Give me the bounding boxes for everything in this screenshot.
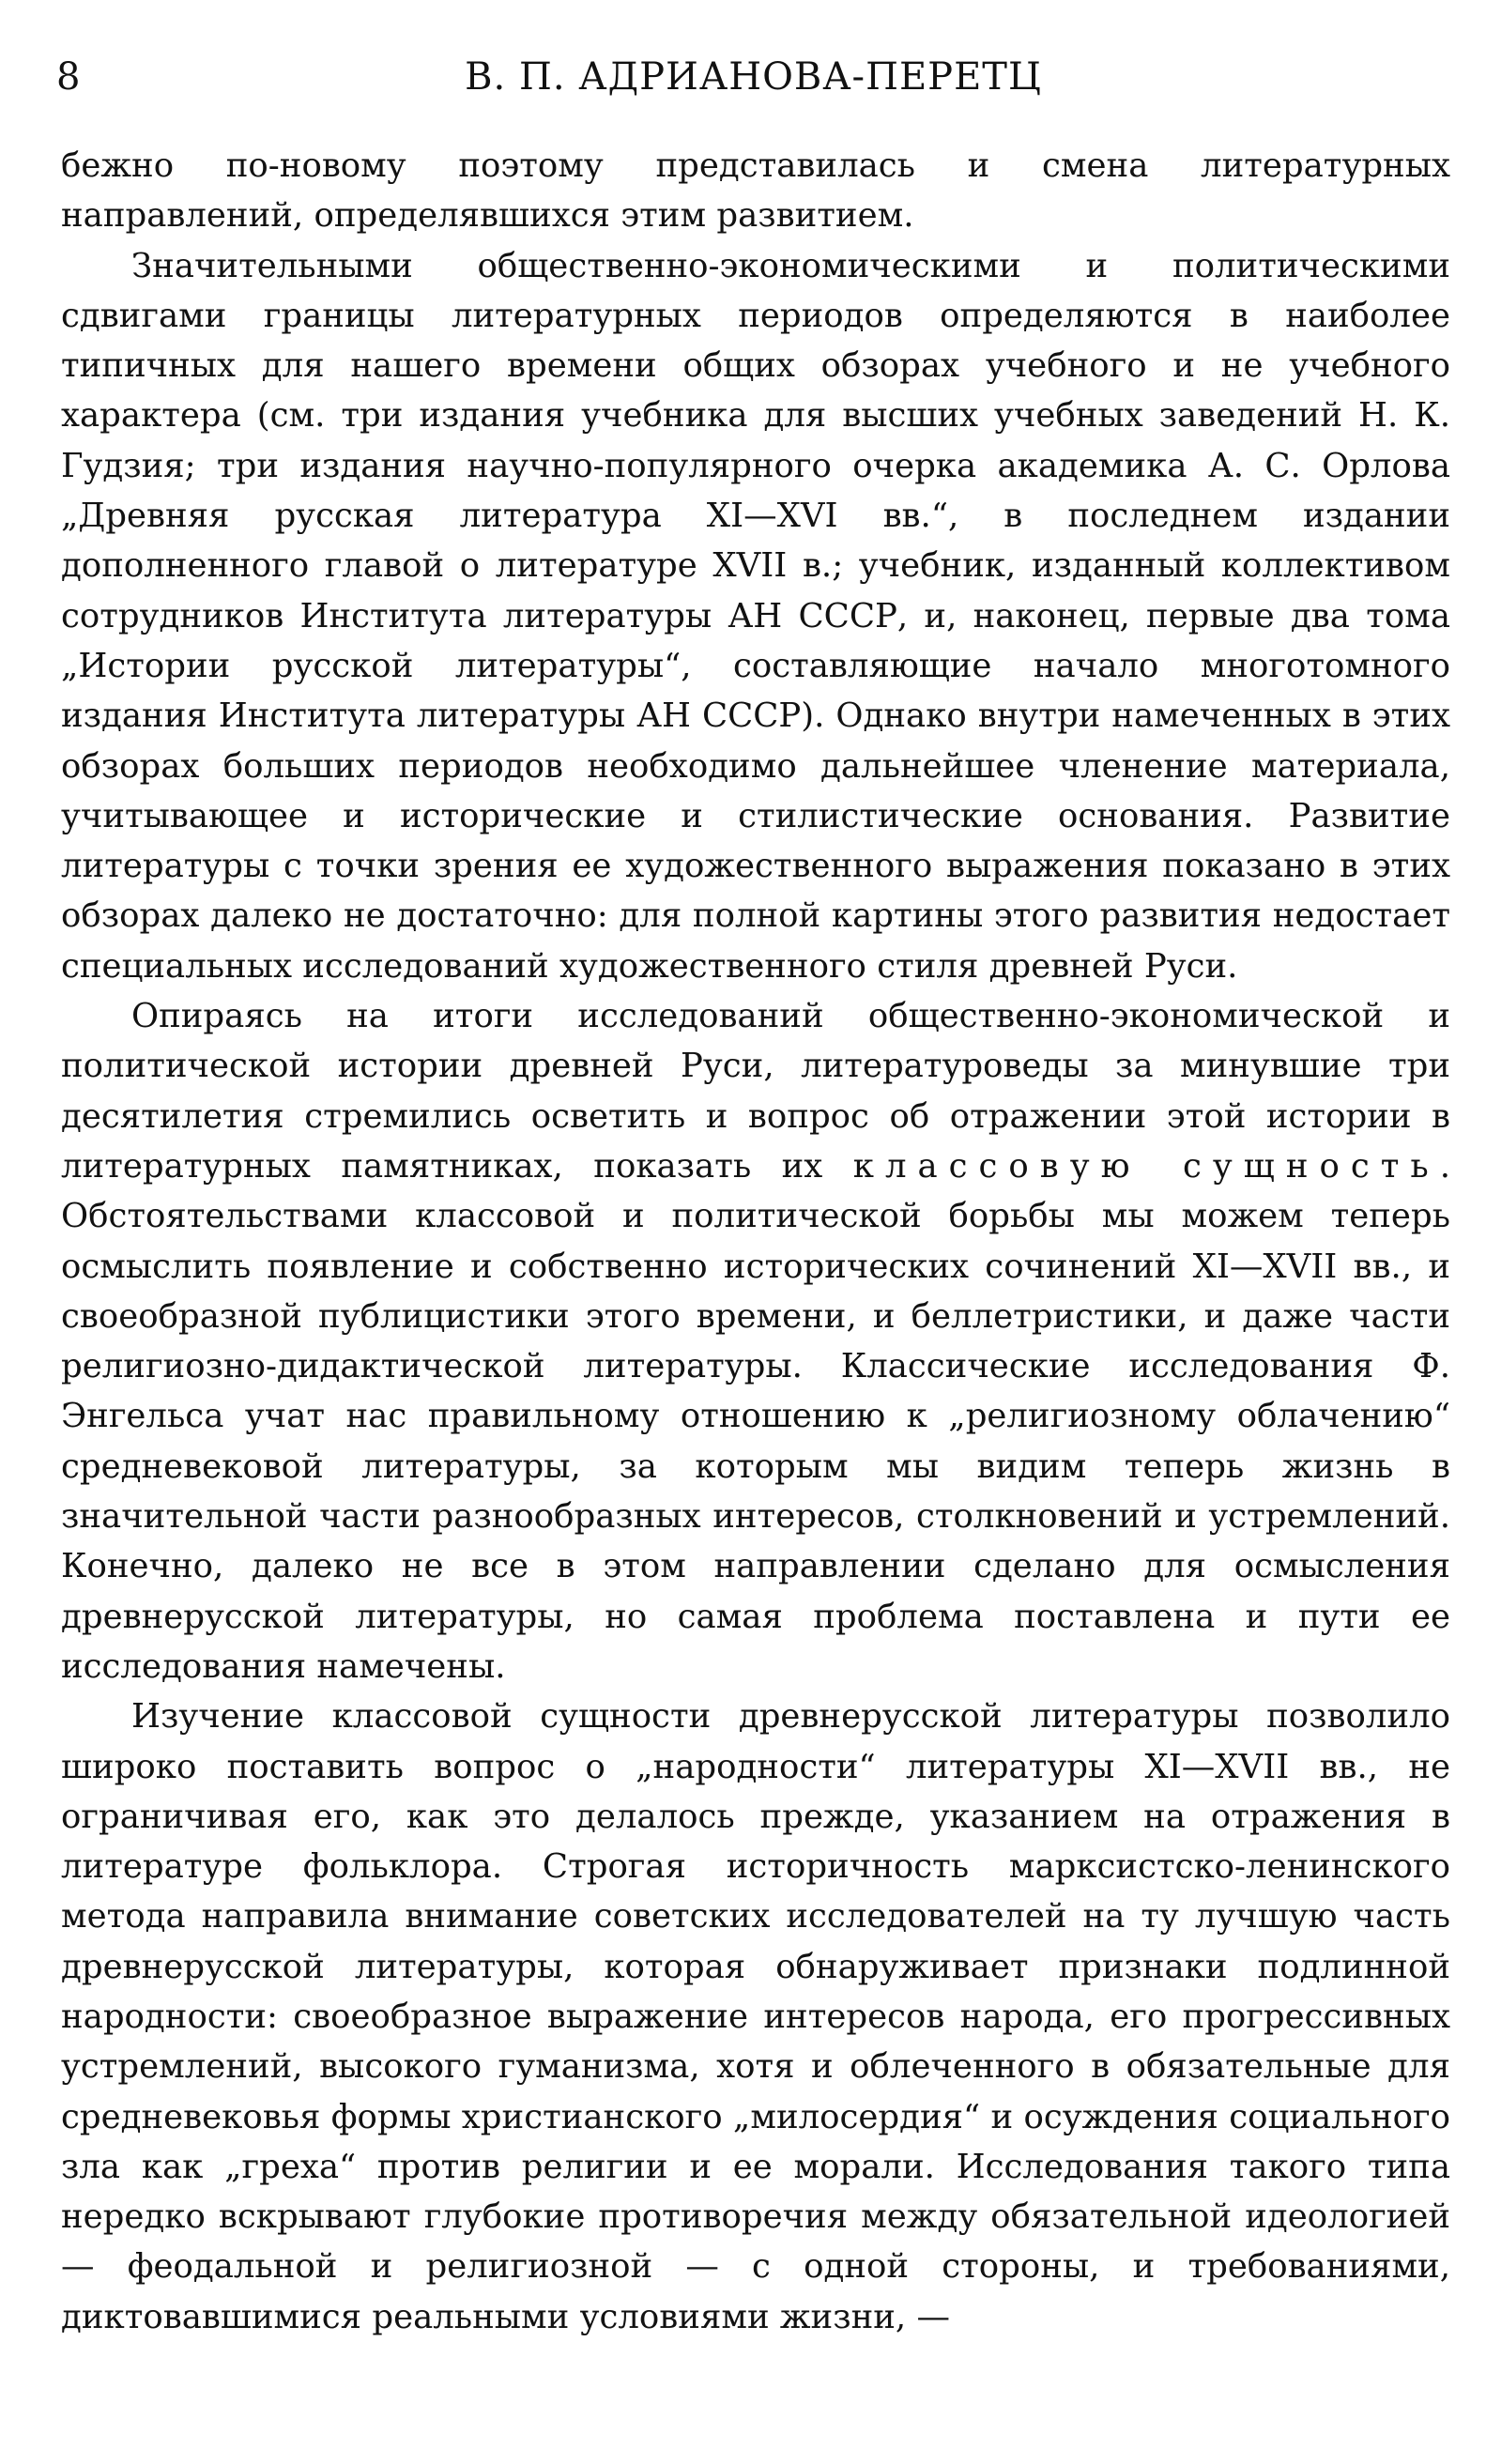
paragraph (61, 991, 1450, 1691)
paragraph: Значительными общественно-экономическими и политическими сдвигами границы литературных периодов определяются в наиболее типичных для нашего времени общих обзорах учебного и не учебного характера (см. три издания учебника для высших учебных заведений Н. К. Гудзия; три издания научно-популярного очерка академика А. С. Орлова „Древняя русская литература XI—XVI вв.“, в последнем издании дополненного главой о литературе XVII в.; учебник, изданный коллективом сотрудников Института литературы АН СССР, и, наконец, первые два тома „Истории русской литературы“, составляющие начало многотомного издания Института литературы АН СССР). Однако внутри намеченных в этих обзорах больших периодов необходимо дальнейшее членение материала, учитывающее и исторические и стилистические основания. Развитие литературы с точки зрения ее художественного выражения показано в этих обзорах далеко не достаточно: для полной картины этого развития недостает специальных исследований художественного стиля древней Руси. (61, 246, 1450, 986)
paragraph: Изучение классовой сущности древнерусской литературы позволило широко поставить вопрос о „народности“ литературы XI—XVII вв., не ограничивая его, как это делалось прежде, указанием на отражения в литературе фольклора. Строгая историчность марксистско-ленинского метода направила внимание советских исследователей на ту лучшую часть древнерусской литературы, которая обнаруживает признаки подлинной народности: своеобразное выражение интересов народа, его прогрессивных устремлений, высокого гуманизма, хотя и облеченного в обязательные для средневековья формы христианского „милосердия“ и осуждения социального зла как „греха“ против религии и ее морали. Исследования такого типа нередко вскрывают глубокие противоречия между обязательной идеологией — феодальной и религиозной — с одной стороны, и требованиями, диктовавшимися реальными условиями жизни, — (61, 1697, 1450, 2336)
body-text (61, 141, 1450, 2342)
paragraph-continued: бежно по-новому поэтому представилась и смена литературных направлений, определявшихся этим развитием. (61, 146, 1450, 236)
page-number: 8 (56, 55, 81, 99)
page-header (56, 49, 1450, 105)
running-head: В. П. АДРИАНОВА-ПЕРЕТЦ (465, 55, 1042, 99)
paragraph-text: . Обстоятельствами классовой и политической борьбы мы можем теперь осмыслить появление и собственно исторических сочинений XI—XVII вв., и своеобразной публицистики этого времени, и беллетристики, и даже части религиозно-дидактической литературы. Классические исследования Ф. Энгельса учат нас правильному отношению к „религиозному облачению“ средневековой литературы, за которым мы видим теперь жизнь в значительной части разнообразных интересов, столкновений и устремлений. Конечно, далеко не все в этом направлении сделано для осмысления древнерусской литературы, но самая проблема поставлена и пути ее исследования намечены. (61, 1146, 1450, 1686)
paragraph-text: Опираясь на итоги исследований общественно-экономической и политической истории древней Руси, литературоведы за минувшие три десятилетия стремились осветить и вопрос об отражении этой истории в литературных памятниках, показать их (61, 997, 1450, 1186)
spaced-emphasis: классовую сущность (852, 1146, 1440, 1186)
